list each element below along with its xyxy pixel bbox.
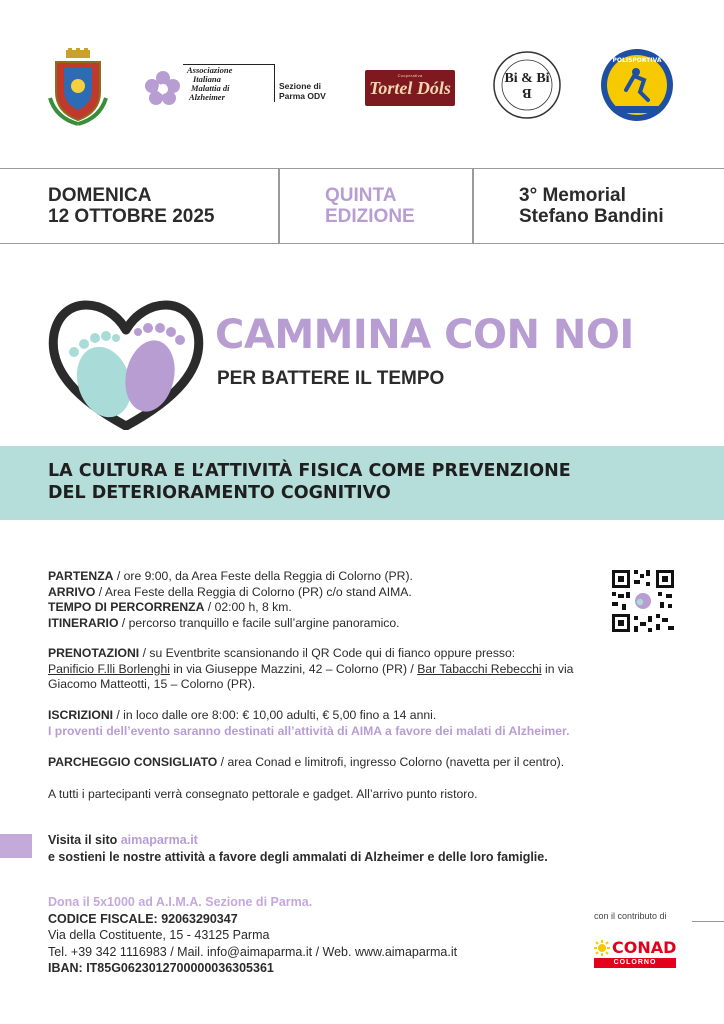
itinerario-line: ITINERARIO / percorso tranquillo e facile sull’argine panoramico.	[48, 615, 400, 630]
logos-row	[0, 40, 724, 130]
gadget-note: A tutti i partecipanti verrà consegnato pettorale e gadget. All’arrivo punto ristoro.	[48, 787, 478, 801]
iscrizioni-block: ISCRIZIONI / in loco dalle ore 8:00: € 10,00 adulti, € 5,00 fino a 14 anni. I proventi dell’evento saranno destinati all’attività di AIMA a favore dei malati di Alzheimer.	[48, 708, 648, 739]
contrib-divider	[692, 921, 724, 922]
aima-logo	[143, 64, 333, 108]
proventi-note: I proventi dell’evento saranno destinati all’attività di AIMA a favore dei malati di Alzheimer.	[48, 723, 570, 738]
contrib-label: con il contributo di	[594, 911, 667, 921]
aima-section: Sezione di Parma ODV	[279, 81, 326, 101]
bibi-logo-text: Bi & Bi	[504, 71, 550, 86]
codice-fiscale: CODICE FISCALE: 92063290347	[48, 911, 238, 926]
contacts: Tel. +39 342 1116983 / Mail. info@aimaparma.it / Web. www.aimaparma.it	[48, 944, 458, 959]
event-info-row	[0, 168, 724, 244]
hero-title: CAMMINA CON NOI	[215, 312, 634, 358]
aimaparma-link[interactable]: aimaparma.it	[120, 833, 198, 847]
divider	[472, 169, 474, 243]
hero-subtitle: PER BATTERE IL TEMPO	[217, 368, 445, 389]
prenotazioni-block: PRENOTAZIONI / su Eventbrite scansionando il QR Code qui di fianco oppure presso: Panificio F.lli Borlenghi in via Giuseppe Mazzini, 42 – Colorno (PR) / Bar Tabacchi Rebecchi in via Giacomo Matteotti, 15 – Colorno (PR).	[48, 646, 574, 691]
parcheggio-line: PARCHEGGIO CONSIGLIATO / area Conad e limitrofi, ingresso Colorno (navetta per il centro).	[48, 755, 565, 769]
event-date: DOMENICA 12 OTTOBRE 2025	[48, 185, 215, 227]
divider	[278, 169, 280, 243]
tortel-dols-logo: Cooperativa Tortel Dóls	[365, 70, 455, 106]
bar-link: Bar Tabacchi Rebecchi	[417, 661, 542, 676]
bi-and-bi-logo	[492, 50, 562, 120]
conad-sun-icon	[594, 940, 610, 956]
arrivo-line: ARRIVO / Area Feste della Reggia di Colorno (PR) c/o stand AIMA.	[48, 584, 412, 599]
address: Via della Costituente, 15 - 43125 Parma	[48, 928, 270, 942]
theme-banner-text: LA CULTURA E L’ATTIVITÀ FISICA COME PREVENZIONE DEL DETERIORAMENTO COGNITIVO	[48, 461, 571, 503]
polisportiva-logo-text: POLISPORTIVA	[612, 57, 662, 64]
panificio-link: Panificio F.lli Borlenghi	[48, 661, 170, 676]
side-accent-mark	[0, 834, 32, 858]
theme-banner	[0, 446, 724, 520]
colorno-coat-of-arms-logo	[46, 48, 110, 126]
aima-name: Associazione Italiana Malattia di Alzheimer	[187, 65, 233, 102]
event-details	[48, 569, 608, 631]
heart-footprints-icon	[48, 290, 204, 430]
partenza-line: PARTENZA / ore 9:00, da Area Feste della Reggia di Colorno (PR).	[48, 569, 413, 583]
visit-site-block: Visita il sito aimaparma.it e sostieni le nostre attività a favore degli ammalati di Alzheimer e delle loro famiglie.	[48, 833, 548, 864]
aima-flower-icon	[143, 68, 183, 108]
conad-logo: CONAD COLORNO	[594, 938, 676, 970]
svg-text:B: B	[522, 85, 532, 100]
dona-5x1000: Dona il 5x1000 ad A.I.M.A. Sezione di Parma.	[48, 895, 313, 909]
eventbrite-qr-code[interactable]	[610, 568, 676, 634]
iban: IBAN: IT85G0623012700000036305361	[48, 961, 274, 975]
tempo-line: TEMPO DI PERCORRENZA / 02:00 h, 8 km.	[48, 600, 292, 614]
edition-label: QUINTA EDIZIONE	[325, 185, 415, 227]
memorial-label: 3° Memorial Stefano Bandini	[519, 185, 664, 227]
polisportiva-running-logo	[600, 48, 674, 122]
donation-footer	[48, 894, 568, 977]
